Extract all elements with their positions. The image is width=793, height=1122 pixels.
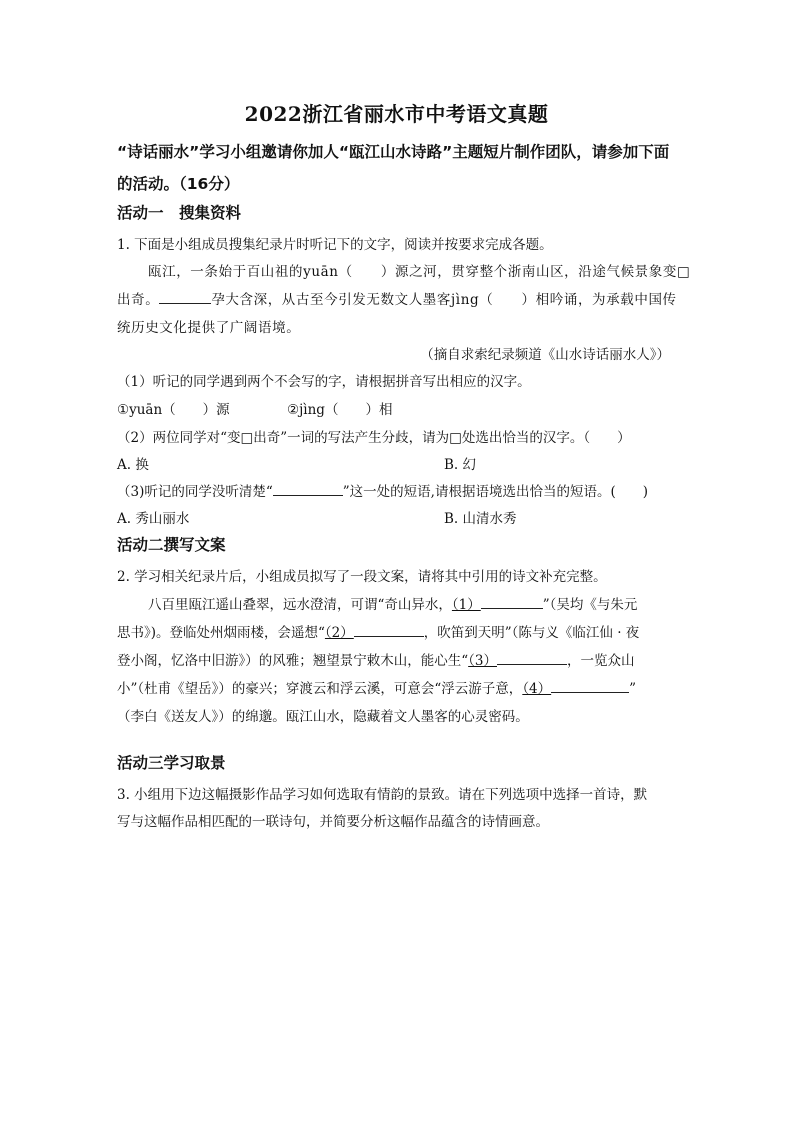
activity1-heading: 活动一 搜集资料: [117, 204, 242, 222]
sub-question-3-end: ”这一处的短语,请根据语境选出恰当的短语。( ): [342, 484, 648, 500]
passage-line-1: [148, 260, 690, 280]
copy-line-5: （李白《送友人》）的绵邈。瓯江山水，隐藏着文人墨客的心灵密码。: [117, 709, 529, 725]
sub-question-1-item-b: ②jìng（ ）相: [287, 402, 393, 418]
copy-line-1-start: 八百里瓯江遥山叠翠，远水澄清，可谓“奇山异水，: [148, 597, 452, 613]
copy-line-2-end: ，吹笛到天明”（陈与义《临江仙 · 夜: [423, 625, 640, 641]
question3-line-1: 3. 小组用下边这幅摄影作品学习如何选取有情韵的景致。请在下列选项中选择一首诗，默: [117, 787, 648, 803]
passage-box: □: [676, 264, 691, 280]
sub-question-3-blank: [273, 481, 343, 496]
copy-line-1-end: ”（吴均《与朱元: [542, 597, 638, 613]
copy-line-3-start: 登小阁，忆洛中旧游》）的风雅；翘望景宁敕木山，能心生“: [117, 653, 469, 669]
question2-prompt: 2. 学习相关纪录片后，小组成员拟写了一段文案，请将其中引用的诗文补充完整。: [117, 569, 607, 585]
sub-question-3-option-a: A. 秀山丽水: [117, 511, 190, 527]
passage-line-1-text: 瓯江，一条始于百山祖的yuān（ ）源之河，贯穿整个浙南山区，沿途气候景象变: [148, 264, 677, 280]
activity2-heading: 活动二撰写文案: [117, 536, 226, 554]
passage-line-2-end: 孕大含深，从古至今引发无数文人墨客jìng（ ）相吟诵，为承载中国传: [211, 292, 677, 308]
question3-line-2: 写与这幅作品相匹配的一联诗句，并简要分析这幅作品蕴含的诗情画意。: [117, 814, 549, 830]
sub-question-2-option-a: A. 换: [117, 457, 149, 473]
copy-line-1: [148, 593, 637, 613]
copy-line-4: [117, 677, 636, 697]
copy-line-2: [117, 621, 639, 641]
passage-line-2: [117, 288, 677, 308]
blank-2-number: （2）: [324, 625, 354, 641]
sub-question-2: （2）两位同学对“变□出奇”一词的写法产生分歧，请为□处选出恰当的汉字。（ ）: [117, 430, 631, 446]
passage-line-3: 统历史文化提供了广阔语境。: [117, 320, 301, 336]
sub-question-1: （1）听记的同学遇到两个不会写的字，请根据拼音写出相应的汉字。: [117, 374, 531, 390]
blank-2: [354, 622, 424, 637]
blank-1: [481, 594, 543, 609]
sub-question-3-option-b: B. 山清水秀: [444, 511, 517, 527]
intro-paragraph: “诗话丽水”学习小组邀请你加人“瓯江山水诗路”主题短片制作团队，请参加下面的活动。（16分）: [117, 143, 670, 193]
page-title: 2022浙江省丽水市中考语文真题: [244, 102, 549, 126]
sub-question-3: [117, 480, 648, 500]
copy-line-3-end: ，一览众山: [567, 653, 635, 669]
sub-question-1-item-a: ①yuān（ ）源: [117, 402, 230, 418]
copy-line-4-end: ”: [629, 681, 637, 697]
blank-1-number: （1）: [451, 597, 481, 613]
passage-line-2-start: 出奇。: [117, 292, 160, 308]
copy-line-2-start: 思书》)。登临处州烟雨楼，会遥想“: [117, 625, 325, 641]
passage-source: （摘自求索纪录频道《山水诗话丽水人》）: [420, 347, 670, 363]
copy-line-4-start: 小”（杜甫《望岳》）的豪兴；穿渡云和浮云溪，可意会“浮云游子意，: [117, 681, 523, 697]
passage-blank: [159, 289, 211, 304]
blank-4-number: （4）: [522, 681, 552, 697]
sub-question-2-option-b: B. 幻: [444, 457, 477, 473]
sub-question-3-start: （3)听记的同学没听清楚“: [117, 484, 273, 500]
activity3-heading: 活动三学习取景: [117, 754, 226, 772]
blank-3: [497, 650, 567, 665]
blank-3-number: （3）: [468, 653, 497, 669]
copy-line-3: [117, 649, 635, 669]
question1-prompt: 1. 下面是小组成员搜集纪录片时听记下的文字，阅读并按要求完成各题。: [117, 237, 553, 253]
blank-4: [551, 678, 629, 693]
